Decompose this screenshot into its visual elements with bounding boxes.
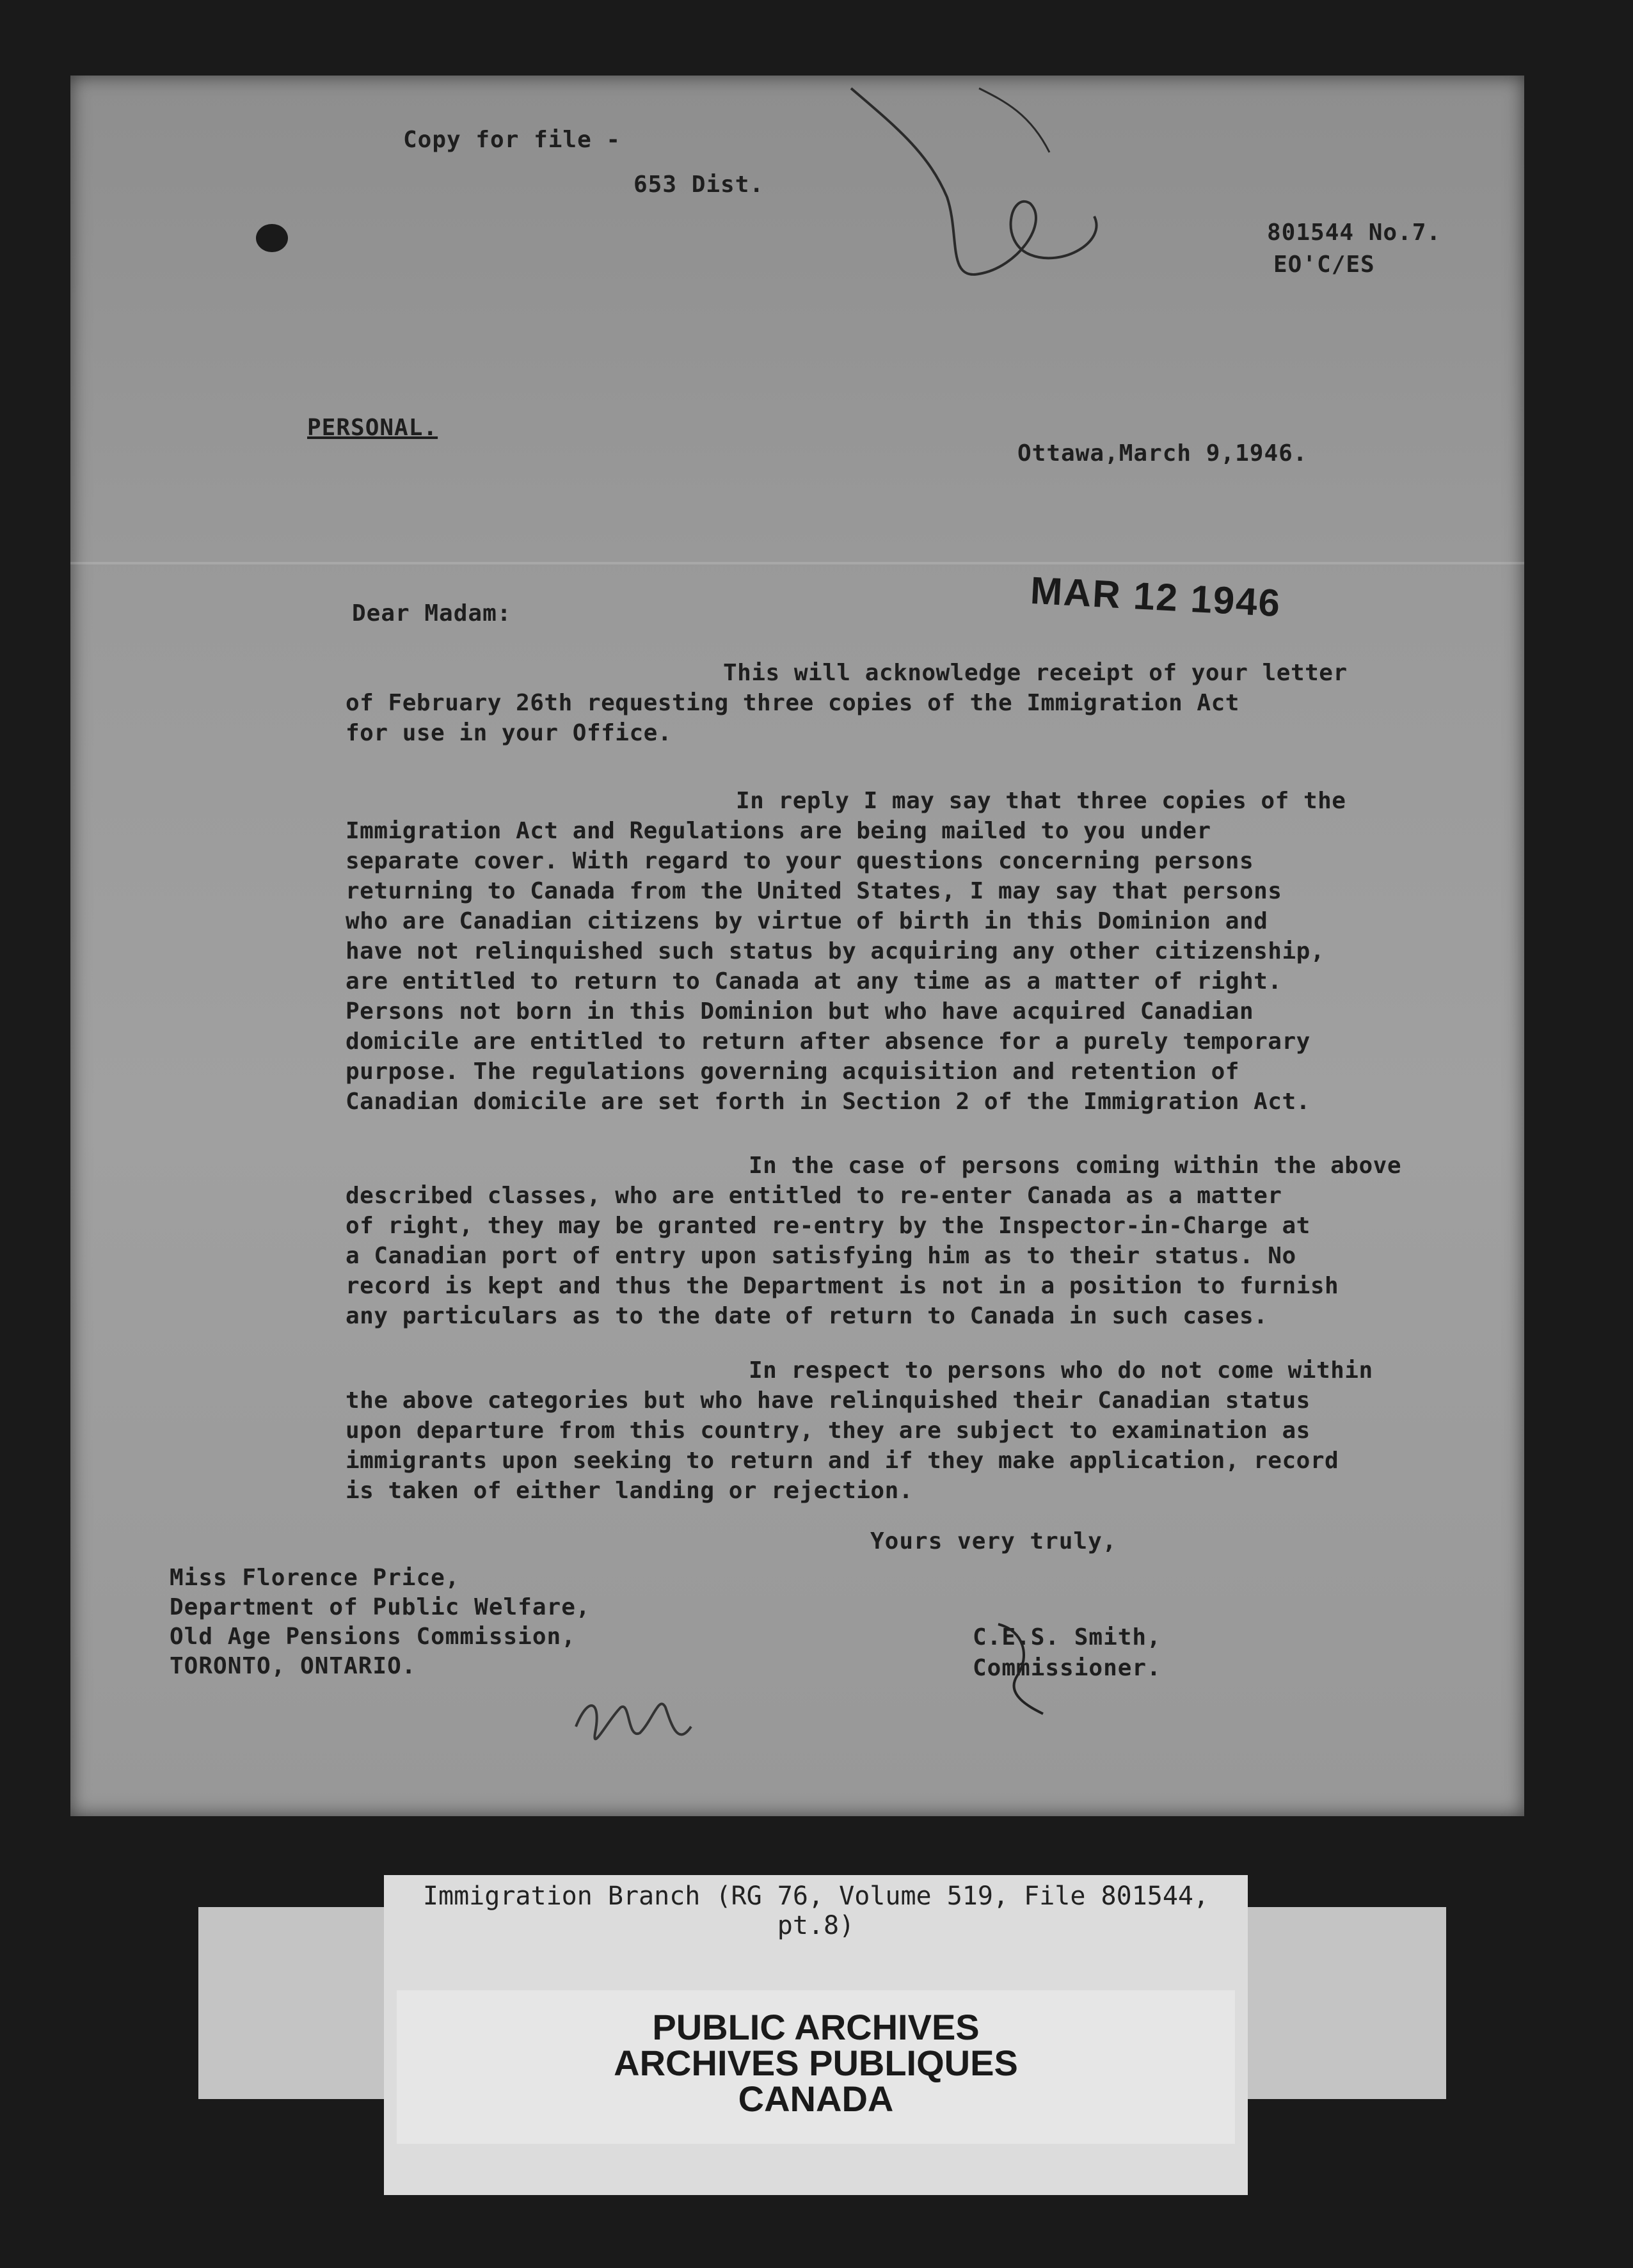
paragraph-3: In the case of persons coming within the above described classes, who are entitled to re-enter Canada as a matter of right, they may be granted re-entry by the Inspector-in-Charge at a Canadian port of entry upon satisfying him as to their status. No record is kept and thus the Department is not in a position to furnish any particulars as to the date of return to Canada in such cases. [346, 1153, 1401, 1329]
fold-line [70, 562, 1524, 564]
closing: Yours very truly, [870, 1528, 1117, 1554]
signatory-name: C.E.S. Smith, [973, 1624, 1161, 1650]
file-reference: 801544 No.7. [1267, 220, 1442, 246]
place-date: Ottawa,March 9,1946. [1017, 440, 1308, 467]
signatory-title: Commissioner. [973, 1655, 1161, 1681]
archive-reference: Immigration Branch (RG 76, Volume 519, File 801544, pt.8) [422, 1881, 1209, 1940]
recipient-address [170, 1563, 591, 1681]
paragraph-2: In reply I may say that three copies of the Immigration Act and Regulations are being mailed to you under separate cover. With regard to your questions concerning persons returning to Canada from the United States, I may say that persons who are Canadian citizens by virtue of birth in this Dominion and have not relinquished such status by acquiring any other citizenship, are entitled to return to Canada at any time as a matter of right. Persons not born in this Dominion but who have acquired Canadian domicile are entitled to return after absence for a purely temporary purpose. The regulations governing acquisition and retention of Canadian domicile are set forth in Section 2 of the Immigration Act. [346, 788, 1346, 1115]
recipient-line: Miss Florence Price, [170, 1565, 460, 1591]
handwritten-initials [570, 1682, 717, 1759]
letter-page [70, 76, 1524, 1816]
salutation: Dear Madam: [352, 600, 512, 627]
received-date-stamp: MAR 12 1946 [1029, 568, 1282, 625]
paragraph-1: This will acknowledge receipt of your letter of February 26th requesting three copies of the Immigration Act for use in your Office. [346, 660, 1348, 746]
archive-name-fr: ARCHIVES PUBLIQUES [614, 2043, 1018, 2083]
typist-initials: EO'C/ES [1273, 252, 1375, 278]
copy-for-file-note: Copy for file - [403, 127, 621, 153]
recipient-line: TORONTO, ONTARIO. [170, 1653, 417, 1679]
pen-scribble [838, 76, 1158, 306]
recipient-line: Old Age Pensions Commission, [170, 1624, 576, 1650]
classification-heading: PERSONAL. [307, 415, 438, 441]
recipient-line: Department of Public Welfare, [170, 1594, 591, 1620]
archive-name-en: PUBLIC ARCHIVES [652, 2007, 980, 2047]
handwritten-signature [985, 1618, 1062, 1720]
paragraph-4: In respect to persons who do not come within the above categories but who have relinquished their Canadian status upon departure from this country, they are subject to examination as immigrants upon seeking to return and if they make application, record is taken of either landing or rejection. [346, 1357, 1373, 1504]
distribution-note: 653 Dist. [633, 172, 765, 198]
archive-country: CANADA [738, 2079, 894, 2119]
ink-blot [256, 224, 288, 252]
